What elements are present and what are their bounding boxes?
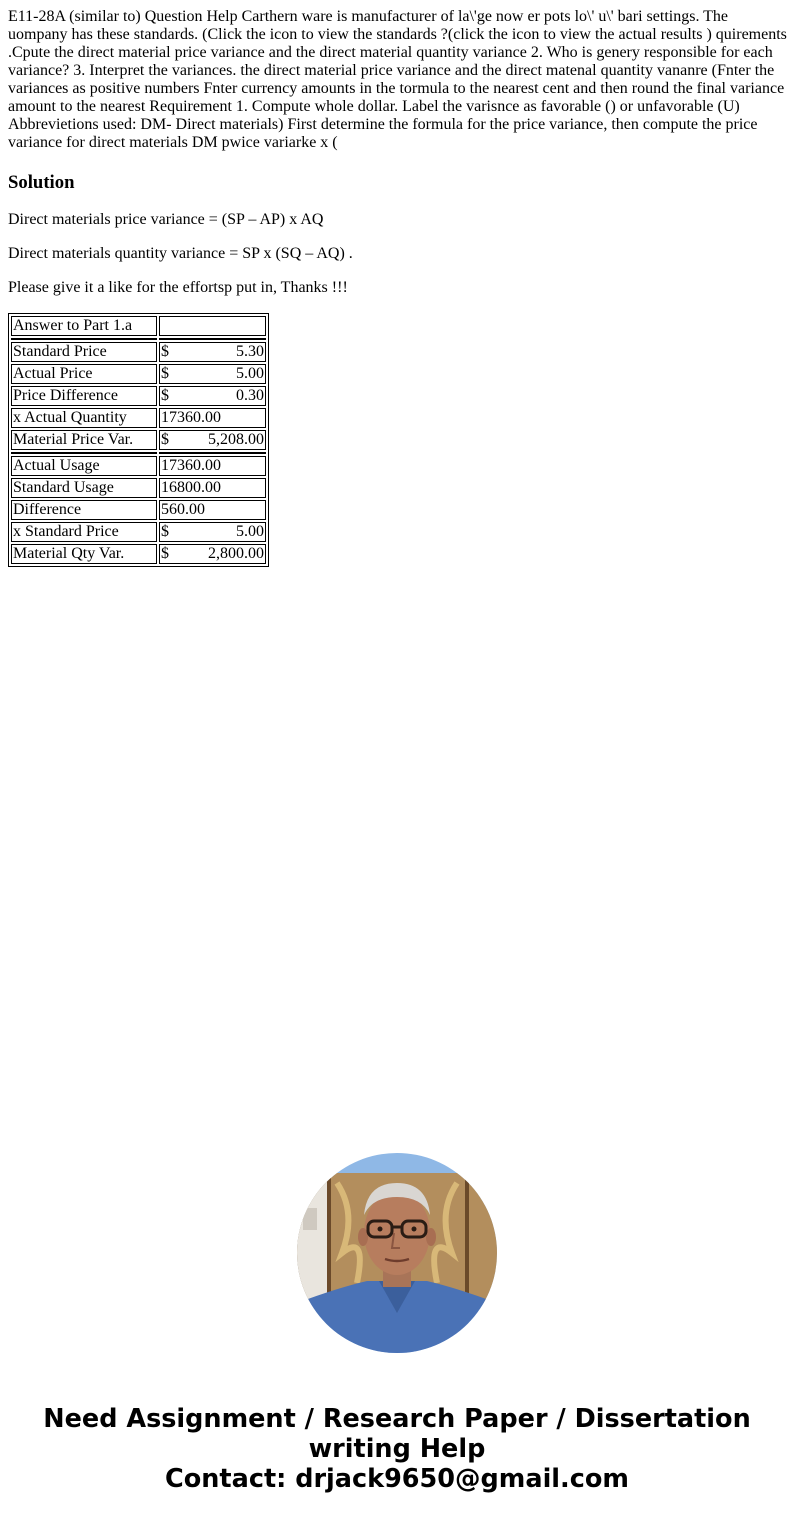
row-value: 560.00	[159, 500, 266, 520]
row-value	[159, 522, 266, 542]
currency-symbol: $	[161, 365, 169, 382]
currency-symbol: $	[161, 545, 169, 562]
answer-table	[8, 313, 269, 567]
amount: 2,800.00	[208, 545, 264, 562]
table-row	[11, 386, 266, 406]
promo-line-1: Need Assignment / Research Paper / Dissertation	[43, 1404, 751, 1434]
row-label: Difference	[11, 500, 157, 520]
row-value	[159, 386, 266, 406]
row-label: Standard Usage	[11, 478, 157, 498]
author-photo-icon	[297, 1153, 497, 1353]
table-header-value	[159, 316, 266, 336]
row-value	[159, 342, 266, 362]
table-row	[11, 430, 266, 450]
row-value: 17360.00	[159, 456, 266, 476]
amount: 5.00	[236, 523, 264, 540]
table-row	[11, 478, 266, 498]
row-label: x Actual Quantity	[11, 408, 157, 428]
promo-line-2: writing Help	[308, 1434, 486, 1464]
currency-symbol: $	[161, 387, 169, 404]
row-label: Price Difference	[11, 386, 157, 406]
amount: 5.30	[236, 343, 264, 360]
table-row	[11, 456, 266, 476]
row-value	[159, 364, 266, 384]
currency-symbol: $	[161, 343, 169, 360]
table-header-label: Answer to Part 1.a	[11, 316, 157, 336]
table-separator	[11, 452, 266, 454]
price-variance-formula: Direct materials price variance = (SP – AP) x AQ	[8, 211, 324, 228]
solution-heading: Solution	[8, 172, 75, 193]
row-label: Material Price Var.	[11, 430, 157, 450]
promo-banner	[0, 1404, 794, 1494]
amount: 5,208.00	[208, 431, 264, 448]
row-label: Actual Usage	[11, 456, 157, 476]
row-label: Actual Price	[11, 364, 157, 384]
table-row	[11, 522, 266, 542]
table-header-row	[11, 316, 266, 336]
table-row	[11, 342, 266, 362]
currency-symbol: $	[161, 523, 169, 540]
row-label: Material Qty Var.	[11, 544, 157, 564]
table-row	[11, 500, 266, 520]
table-row	[11, 544, 266, 564]
row-value	[159, 544, 266, 564]
thanks-note: Please give it a like for the effortsp put in, Thanks !!!	[8, 279, 348, 296]
amount: 0.30	[236, 387, 264, 404]
table-row	[11, 408, 266, 428]
row-value: 17360.00	[159, 408, 266, 428]
question-text: E11-28A (similar to) Question Help Carthern ware is manufacturer of la\'ge now er pots lo\' u\' bari settings. The uompany has these standards. (Click the icon to view the standards ?(click the icon to view the actual results ) quirements .Cpute the direct material price variance and the direct material quantity variance 2. Who is genery responsible for each variance? 3. Interpret the variances. the direct material price variance and the direct matenal quantity vananre (Fnter the variances as positive numbers Fnter currency amounts in the tormula to the nearest cent and then round the final variance amount to the nearest Requirement 1. Compute whole dollar. Label the varisnce as favorable () or unfavorable (U) Abbrevietions used: DM- Direct materials) First determine the formula for the price variance, then compute the price variance for direct materials DM pwice variarke x (	[8, 8, 787, 151]
row-label: x Standard Price	[11, 522, 157, 542]
row-value	[159, 430, 266, 450]
table-row	[11, 364, 266, 384]
table-separator	[11, 338, 266, 340]
promo-contact: Contact: drjack9650@gmail.com	[165, 1464, 629, 1494]
row-label: Standard Price	[11, 342, 157, 362]
author-avatar	[297, 1153, 497, 1353]
row-value: 16800.00	[159, 478, 266, 498]
amount: 5.00	[236, 365, 264, 382]
currency-symbol: $	[161, 431, 169, 448]
quantity-variance-formula: Direct materials quantity variance = SP x (SQ – AQ) .	[8, 245, 353, 262]
